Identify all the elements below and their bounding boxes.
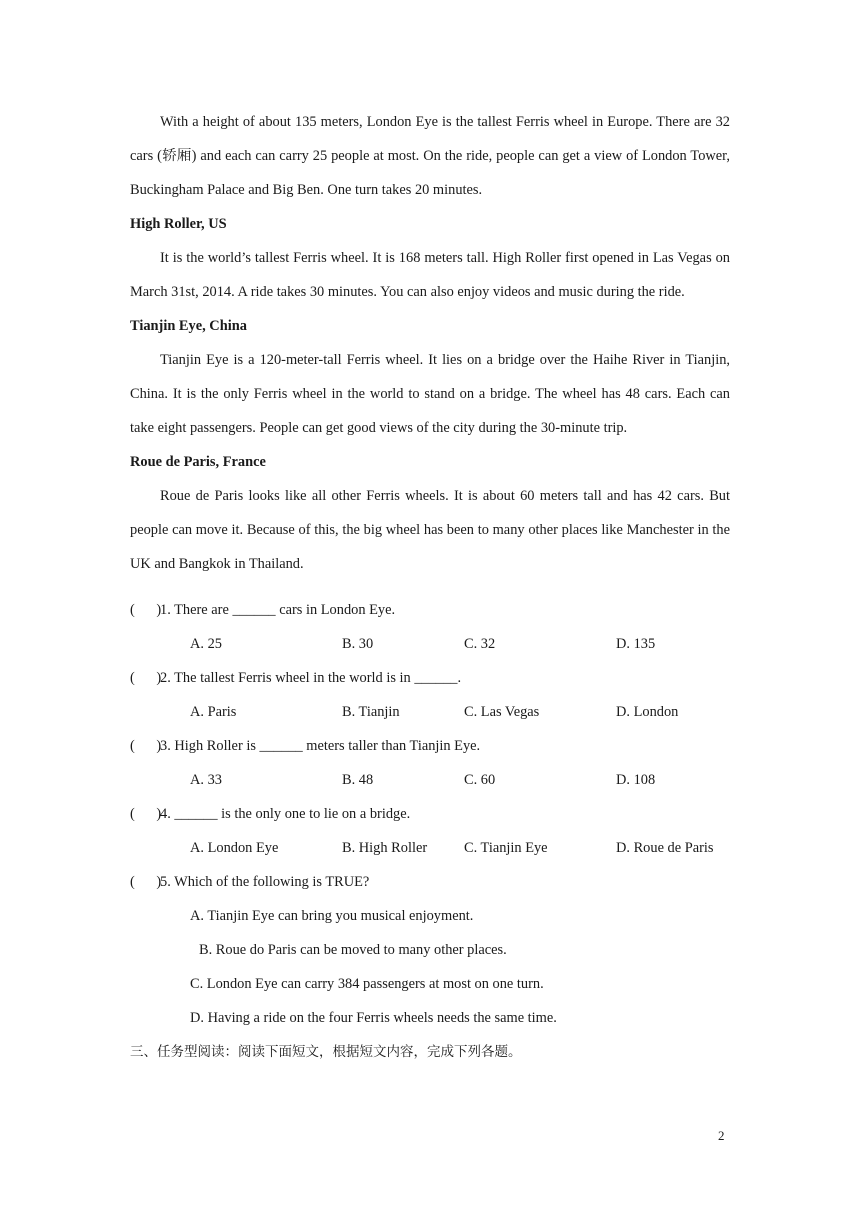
- option-c[interactable]: C. London Eye can carry 384 passengers at most on one turn.: [190, 976, 544, 992]
- option-c[interactable]: C. Las Vegas: [464, 704, 540, 720]
- heading-tianjin-eye: Tianjin Eye, China: [130, 318, 247, 334]
- paragraph-tianjin-eye: Tianjin Eye is a 120-meter-tall Ferris wheel. It lies on a bridge over the Haihe River in Tianjin, China. It is the only Ferris wheel in the world to stand on a bridge. The wheel has 48 cars. Each can take eight passengers. People can get good views of the city during the 30-minute trip.: [130, 352, 730, 436]
- option-b[interactable]: B. 30: [342, 636, 374, 652]
- heading-roue-de-paris: Roue de Paris, France: [130, 454, 266, 470]
- option-a[interactable]: A. Tianjin Eye can bring you musical enjoyment.: [190, 908, 474, 924]
- paragraph-high-roller: It is the world’s tallest Ferris wheel. It is 168 meters tall. High Roller first opened in Las Vegas on March 31st, 2014. A ride takes 30 minutes. You can also enjoy videos and music during the ride.: [130, 250, 730, 300]
- question-stem: 1. There are ______ cars in London Eye.: [160, 602, 396, 618]
- question-stem: 5. Which of the following is TRUE?: [160, 874, 370, 890]
- option-d[interactable]: D. Roue de Paris: [616, 840, 714, 856]
- question-2: [130, 661, 730, 695]
- question-stem: 3. High Roller is ______ meters taller than Tianjin Eye.: [160, 738, 481, 754]
- answer-blank[interactable]: ( ): [130, 874, 162, 890]
- option-b[interactable]: B. Tianjin: [342, 704, 400, 720]
- question-4-options: [130, 831, 730, 865]
- option-d[interactable]: D. 108: [616, 772, 656, 788]
- question-5: [130, 865, 730, 899]
- paragraph-roue-de-paris: Roue de Paris looks like all other Ferris wheels. It is about 60 meters tall and has 42 cars. But people can move it. Because of this, the big wheel has been to many other places like Manchester in the UK and Bangkok in Thailand.: [130, 488, 730, 572]
- question-1: [130, 593, 730, 627]
- question-4: [130, 797, 730, 831]
- option-b[interactable]: B. High Roller: [342, 840, 428, 856]
- heading-high-roller: High Roller, US: [130, 216, 227, 232]
- question-3-options: [130, 763, 730, 797]
- paragraph-london-eye: With a height of about 135 meters, London Eye is the tallest Ferris wheel in Europe. There are 32 cars (轿厢) and each can carry 25 people at most. On the ride, people can get a view of London Tower, Buckingham Palace and Big Ben. One turn takes 20 minutes.: [130, 114, 730, 198]
- option-d[interactable]: D. London: [616, 704, 679, 720]
- question-2-options: [130, 695, 730, 729]
- option-d[interactable]: D. Having a ride on the four Ferris wheels needs the same time.: [190, 1010, 557, 1026]
- question-stem: 2. The tallest Ferris wheel in the world is in ______.: [160, 670, 462, 686]
- page-number: 2: [718, 1128, 725, 1143]
- question-stem: 4. ______ is the only one to lie on a bridge.: [160, 806, 411, 822]
- question-list: [130, 593, 730, 1035]
- option-b[interactable]: B. Roue do Paris can be moved to many other places.: [199, 942, 507, 958]
- option-c[interactable]: C. 32: [464, 636, 496, 652]
- question-1-options: [130, 627, 730, 661]
- section-3-heading: 三、任务型阅读：阅读下面短文，根据短文内容，完成下列各题。: [130, 1044, 522, 1060]
- option-d[interactable]: D. 135: [616, 636, 656, 652]
- option-b[interactable]: B. 48: [342, 772, 374, 788]
- option-c[interactable]: C. Tianjin Eye: [464, 840, 548, 856]
- page-content: [130, 105, 730, 1069]
- question-3: [130, 729, 730, 763]
- option-c[interactable]: C. 60: [464, 772, 496, 788]
- option-a[interactable]: A. 25: [190, 636, 222, 652]
- option-a[interactable]: A. Paris: [190, 704, 237, 720]
- option-a[interactable]: A. London Eye: [190, 840, 279, 856]
- answer-blank[interactable]: ( ): [130, 670, 162, 686]
- option-a[interactable]: A. 33: [190, 772, 222, 788]
- answer-blank[interactable]: ( ): [130, 738, 162, 754]
- answer-blank[interactable]: ( ): [130, 806, 162, 822]
- answer-blank[interactable]: ( ): [130, 602, 162, 618]
